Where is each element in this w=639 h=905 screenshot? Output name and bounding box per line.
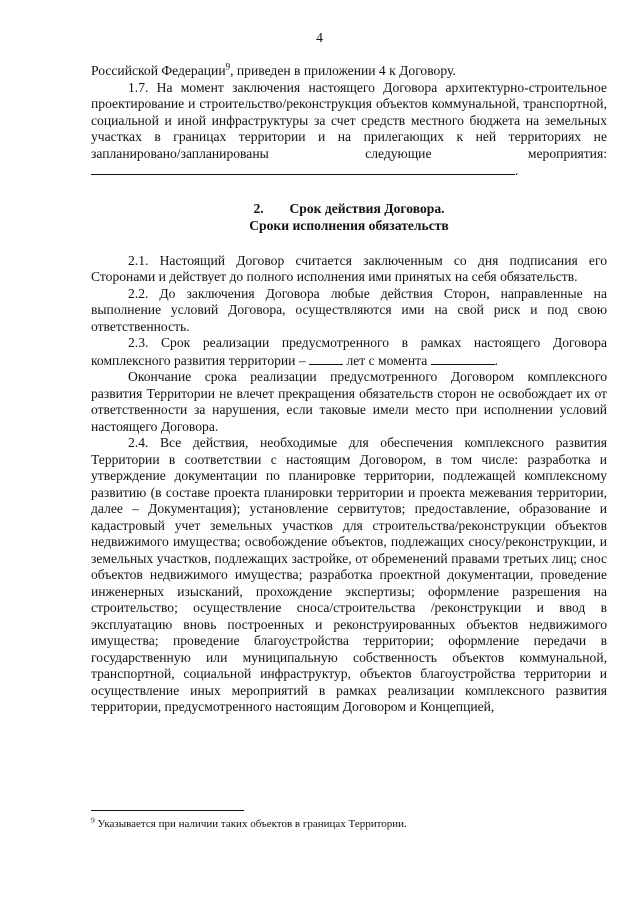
paragraph-2-4: 2.4. Все действия, необходимые для обеспечения комплексного развития Территории в соответствии с настоящим Договором, в том числе: разработка и утверждение документации по планировке территории, подлежащей комплексному развитию (в составе проекта планировки территории и проекта межевания территории, далее – Документация); установление сервитутов; предоставление, образование и кадастровый учет земельных участков для строительства/реконструкции объектов недвижимого имущества; освобождение объектов, подлежащих сносу/реконструкции, и земельных участков, подлежащих застройке, от обременений правами третьих лиц; снос объектов недвижимого имущества; разработка проектной документации, проведение инженерных изысканий, прохождение экспертизы; оформление разрешения на строительство; осуществление сноса/строительства /реконструкции и ввод в эксплуатацию вновь построенных и реконструированных объектов недвижимого имущества; проведение благоустройства территории; оформление передачи в государственную или муниципальную собственность объектов коммунальной, транспортной, социальной инфраструктур, объектов благоустройства территории и осуществление иных мероприятий в рамках реализации комплексного развития территории, предусмотренного настоящим Договором и Концепцией, [91,435,607,714]
paragraph-2-1: 2.1. Настоящий Договор считается заключенным со дня подписания его Сторонами и действует до полного исполнения ими принятых на себя обязательств. [91,252,607,284]
continuation-tail: , приведен в приложении 4 к Договору. [230,63,456,78]
blank-field-moment [431,352,495,365]
paragraph-2-2: 2.2. До заключения Договора любые действия Сторон, направленные на выполнение условий Договора, осуществляются ими на свой риск и под свою ответственность. [91,285,607,334]
paragraph-2-3-end: . [494,352,499,368]
footnote-ref: 9 [225,61,231,72]
paragraph-2-3 [91,335,607,369]
paragraph-2-3-text: 2.3. Срок реализации предусмотренного в рамках настоящего Договора комплексного развития территории – [91,335,607,368]
continuation-text: Российской Федерации [91,63,226,78]
footnote [91,815,611,831]
document-body [91,63,607,716]
blank-field-measures [91,162,515,175]
section-2-number: 2. [253,200,264,216]
paragraph-continuation [91,63,607,80]
paragraph-1-7 [91,80,607,180]
section-2-subtitle: Сроки исполнения обязательств [249,217,449,233]
paragraph-1-7-text: 1.7. На момент заключения настоящего Договора архитектурно-строительное проектирование и строительство/реконструкция объектов коммунальной, транспортной, социальной и иной инфраструктуры за счет средств местного бюджета на земельных участках в границах территории и на прилегающих к ней территориях не запланировано/запланированы следующие мероприятия: [91,79,607,161]
blank-field-years [309,352,343,365]
section-2-heading [91,200,607,217]
footnote-marker: 9 [91,815,95,825]
paragraph-2-3-mid: лет с момента [343,352,431,368]
paragraph-term-end: Окончание срока реализации предусмотренного Договором комплексного развития Территории не влечет прекращения обязательств сторон не освобождает их от ответственности за нарушения, если таковые имели место при исполнении условий настоящего Договора. [91,369,607,434]
page-number: 4 [316,30,323,45]
footnote-text: Указывается при наличии таких объектов в границах Территории. [94,818,407,830]
paragraph-1-7-end: . [515,163,519,178]
section-2-title: Срок действия Договора. [289,200,445,216]
footnote-separator [91,810,244,811]
